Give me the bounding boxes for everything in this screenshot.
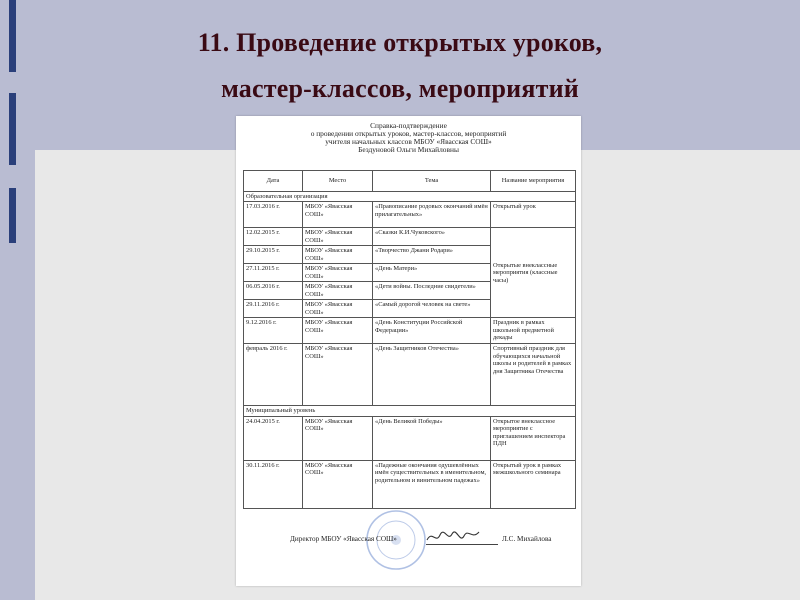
- section-row: [244, 406, 576, 416]
- handwritten-signature: [424, 526, 482, 546]
- cell-topic: «День Защитников Отечества»: [373, 344, 491, 406]
- section-row: [244, 192, 576, 202]
- column-header: Название мероприятия: [491, 171, 576, 192]
- signature-director: Директор МБОУ «Явасская СОШ»: [290, 535, 397, 543]
- cell-place: МБОУ «Явасская СОШ»: [303, 246, 373, 264]
- cell-date: 24.04.2015 г.: [244, 416, 303, 460]
- doc-header-line: Бездуновой Ольги Михайловны: [358, 145, 459, 154]
- cell-topic: «День Конституции Российской Федерации»: [373, 318, 491, 344]
- column-header: Тема: [373, 171, 491, 192]
- cell-place: МБОУ «Явасская СОШ»: [303, 344, 373, 406]
- cell-place: МБОУ «Явасская СОШ»: [303, 416, 373, 460]
- cell-date: февраль 2016 г.: [244, 344, 303, 406]
- table-row: [244, 228, 576, 246]
- signature-line: [426, 544, 498, 545]
- slide-title-line-2: мастер-классов, мероприятий: [221, 74, 579, 103]
- cell-topic: «Падежные окончания одушевлённых имён существительных в именительном, родительном и винительном падежах»: [373, 460, 491, 508]
- cell-place: МБОУ «Явасская СОШ»: [303, 318, 373, 344]
- table-row: [244, 416, 576, 460]
- cell-place: МБОУ «Явасская СОШ»: [303, 202, 373, 228]
- slide-title-line-1: 11. Проведение открытых уроков,: [197, 28, 603, 57]
- cell-event: Открытый урок в рамках межшкольного семинара: [491, 460, 576, 508]
- cell-event: Открытый урок: [491, 202, 576, 228]
- cell-topic: «Дети войны. Последние свидетели»: [373, 282, 491, 300]
- doc-header-line: учителя начальных классов МБОУ «Явасская СОШ»: [325, 137, 492, 146]
- cell-topic: «День Матери»: [373, 264, 491, 282]
- left-tab-decoration: [9, 188, 16, 243]
- cell-date: 29.10.2015 г.: [244, 246, 303, 264]
- cell-event: Спортивный праздник для обучающихся начальной школы и родителей в рамках дня Защитника Отечества: [491, 344, 576, 406]
- cell-topic: «Творчество Джани Родари»: [373, 246, 491, 264]
- events-table: [243, 170, 576, 509]
- cell-place: МБОУ «Явасская СОШ»: [303, 300, 373, 318]
- cell-topic: «Сказки К.И.Чуковского»: [373, 228, 491, 246]
- section-label: Образовательная организация: [244, 192, 576, 202]
- cell-date: 27.11.2015 г.: [244, 264, 303, 282]
- signature-name: Л.С. Михайлова: [502, 535, 552, 543]
- cell-event: Праздник в рамках школьной предметной декады: [491, 318, 576, 344]
- table-row: [244, 344, 576, 406]
- cell-event: Открытые внеклассные мероприятия (классные часы): [491, 228, 576, 318]
- cell-topic: «Правописание родовых окончаний имён прилагательных»: [373, 202, 491, 228]
- cell-date: 30.11.2016 г.: [244, 460, 303, 508]
- table-header-row: [244, 171, 576, 192]
- table-row: [244, 318, 576, 344]
- cell-date: 12.02.2015 г.: [244, 228, 303, 246]
- cell-event: Открытое внеклассное мероприятие с приглашением инспектора ПДН: [491, 416, 576, 460]
- doc-header-line: о проведении открытых уроков, мастер-классов, мероприятий: [310, 129, 507, 138]
- cell-place: МБОУ «Явасская СОШ»: [303, 264, 373, 282]
- cell-date: 06.05.2016 г.: [244, 282, 303, 300]
- scanned-document: [236, 116, 581, 586]
- table-row: [244, 202, 576, 228]
- cell-date: 17.03.2016 г.: [244, 202, 303, 228]
- cell-topic: «День Великой Победы»: [373, 416, 491, 460]
- cell-place: МБОУ «Явасская СОШ»: [303, 460, 373, 508]
- column-header: Место: [303, 171, 373, 192]
- cell-place: МБОУ «Явасская СОШ»: [303, 282, 373, 300]
- cell-topic: «Самый дорогой человек на свете»: [373, 300, 491, 318]
- column-header: Дата: [244, 171, 303, 192]
- cell-date: 29.11.2016 г.: [244, 300, 303, 318]
- cell-date: 9.12.2016 г.: [244, 318, 303, 344]
- section-label: Муниципальный уровень: [244, 406, 576, 416]
- doc-header-line: Справка-подтверждение: [370, 121, 447, 130]
- cell-place: МБОУ «Явасская СОШ»: [303, 228, 373, 246]
- table-row: [244, 460, 576, 508]
